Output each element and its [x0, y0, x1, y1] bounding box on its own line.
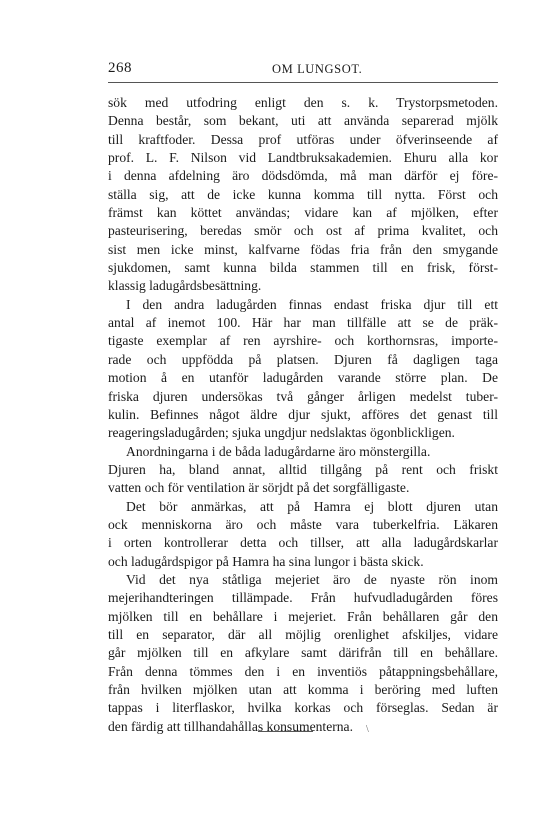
text-line: sist men icke minst, kalfvarne födas fria från den smygande: [108, 241, 498, 257]
page-header: [108, 60, 482, 80]
text-line: den färdig att tillhandahållas konsumenterna.: [108, 718, 353, 734]
text-line: reageringsladugården; sjuka ungdjur nedslaktas ögonblickligen.: [108, 425, 455, 441]
text-line: klassig ladugårdsbesättning.: [108, 278, 262, 294]
text-line: Det bör anmärkas, att på Hamra ej blott djuren utan: [126, 498, 498, 514]
text-line: mejerihandteringen tillämpade. Från hufvudladugården föres: [108, 590, 498, 606]
text-line: Från denna tömmes den i en inventiös påtappningsbehållare,: [108, 663, 498, 679]
text-line: mjölken till en behållare i mejeriet. Från behållaren går den: [108, 608, 498, 624]
text-line: friska djuren undersökas två gånger årligen medelst tuber-: [108, 388, 498, 404]
text-line: främst kan köttet användas; vidare kan af mjölken, efter: [108, 205, 498, 221]
text-line: vatten och för ventilation är sörjdt på det sorgfälligaste.: [108, 480, 410, 496]
text-line: motion å en utanför ladugården varande större plan. De: [108, 370, 498, 386]
text-line: pasteurisering, beredas smör och ost af prima kvalitet, och: [108, 223, 498, 239]
text-line: går mjölken till en afkylare samt därifrån till en behållare.: [108, 645, 498, 661]
text-line: från hvilken mjölken utan att komma i beröring med luften: [108, 682, 498, 697]
header-rule: [108, 82, 498, 83]
text-line: Vid det nya ståtliga mejeriet äro de nyaste rön inom: [126, 571, 498, 587]
text-line: ock menniskorna äro och måste vara tuberkelfria. Läkaren: [108, 516, 498, 532]
text-line: ställa sig, att de icke kunna komma till nytta. Först och: [108, 186, 498, 202]
text-line: sök med utfodring enligt den s. k. Trystorpsmetoden.: [108, 95, 498, 110]
text-line: antal af inemot 100. Här har man tillfälle att se de präk-: [108, 315, 498, 331]
running-title: OM LUNGSOT.: [272, 62, 363, 76]
text-line: rade och uppfödda på platsen. Djuren få dagligen taga: [108, 351, 498, 367]
text-line: till en separator, där all möjlig orenlighet afskiljes, vidare: [108, 626, 498, 642]
end-rule: [258, 731, 313, 732]
page-number: 268: [108, 60, 132, 76]
text-line: tappas i literflaskor, hvilka korkas och förseglas. Sedan är: [108, 700, 498, 716]
text-line: i orten kontrollerar detta och tillser, att alla ladugårdskarlar: [108, 535, 498, 551]
text-line: sjukdomen, samt kunna bilda stammen till en frisk, först-: [108, 260, 498, 276]
text-line: och ladugårdspigor på Hamra ha sina lungor i bästa skick.: [108, 553, 424, 569]
stray-mark: \: [366, 724, 369, 735]
text-line: kulin. Befinnes något äldre djur sjukt, afföres det genast till: [108, 406, 498, 422]
text-line: I den andra ladugården finnas endast friska djur till ett: [126, 296, 498, 312]
text-line: i denna afdelning äro dödsdömda, må man därför ej före-: [108, 168, 498, 184]
text-line: Anordningarna i de båda ladugårdarne äro mönstergilla.: [126, 443, 431, 459]
text-line: Denna består, som bekant, uti att använda separerad mjölk: [108, 113, 498, 129]
text-line: till kraftfoder. Dessa prof utföras under öfverinseende af: [108, 131, 498, 147]
text-line: prof. L. F. Nilson vid Landtbruksakademien. Ehuru alla kor: [108, 150, 498, 166]
text-line: Djuren ha, bland annat, alltid tillgång på rent och friskt: [108, 461, 498, 477]
text-line: tigaste exemplar af ren ayrshire- och korthornsras, importe-: [108, 333, 498, 349]
body-text: [108, 94, 498, 736]
